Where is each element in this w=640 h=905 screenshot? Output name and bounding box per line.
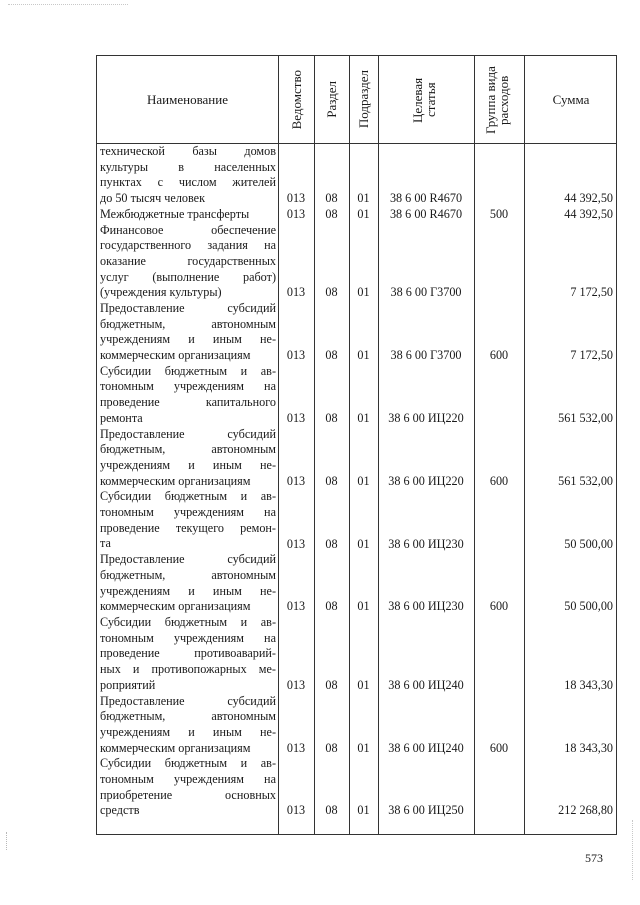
row-celevaya: 38 6 00 ИЦ250: [388, 803, 464, 818]
row-ved: 013: [286, 473, 306, 488]
table-row: [97, 427, 618, 490]
row-celevaya: 38 6 00 R4670: [389, 206, 463, 221]
row-ved: 013: [286, 206, 306, 221]
row-name-line: технической базы домов: [100, 144, 276, 158]
row-summa: 561 532,00: [558, 410, 613, 425]
row-name-line: Предоставление субсидий: [100, 552, 276, 567]
row-name-line: Предоставление субсидий: [100, 301, 276, 315]
row-gruppa: [474, 285, 524, 301]
row-name-line: Предоставление субсидий: [100, 693, 276, 708]
row-name-line: Предоставление субсидий: [100, 426, 276, 441]
row-razdel: 08: [325, 473, 338, 488]
row-razdel: 08: [325, 191, 338, 206]
row-name-line: Субсидии бюджетным и ав-: [100, 615, 276, 629]
table-row: [97, 364, 618, 427]
row-name: [100, 694, 276, 757]
row-name-line: ремонта: [100, 410, 143, 425]
row-razdel: 08: [325, 599, 338, 614]
row-name: [100, 427, 276, 490]
table-row: [97, 756, 618, 819]
row-name-line: бюджетным, автономным: [100, 709, 276, 724]
page-number: 573: [585, 851, 603, 865]
row-gruppa: [474, 411, 524, 427]
row-gruppa: [474, 537, 524, 553]
row-name-line: коммерческим организациям: [100, 599, 251, 614]
header-celevaya: [378, 56, 474, 143]
header-summa: [524, 56, 618, 143]
row-summa: 50 500,00: [564, 599, 613, 614]
row-summa: 18 343,30: [564, 740, 613, 755]
table-row: [97, 207, 618, 223]
row-ved: 013: [286, 740, 306, 755]
row-name: [100, 615, 276, 693]
row-gruppa: 600: [489, 599, 509, 614]
row-summa: 561 532,00: [558, 473, 613, 488]
row-name-line: проведение капитального: [100, 395, 276, 410]
row-summa: 44 392,50: [564, 206, 613, 221]
scan-artifact-top: [8, 4, 128, 6]
header-podrazdel: [349, 56, 378, 143]
header-name-label: Наименование: [147, 91, 228, 107]
row-summa: 18 343,30: [564, 677, 613, 692]
row-razdel: 08: [325, 410, 338, 425]
row-podrazdel: 01: [357, 410, 370, 425]
row-name-line: тономным учреждениям на: [100, 771, 276, 786]
row-name-line: средств: [100, 803, 140, 818]
row-summa: 50 500,00: [564, 536, 613, 551]
header-summa-label: Сумма: [552, 91, 590, 107]
row-name-line: учреждениям и иным не-: [100, 332, 276, 347]
row-celevaya: 38 6 00 ИЦ220: [388, 473, 464, 488]
row-gruppa: [474, 678, 524, 694]
row-podrazdel: 01: [357, 473, 370, 488]
row-celevaya: 38 6 00 Г3700: [390, 285, 462, 300]
row-name-line: оказание государственных: [100, 253, 276, 268]
row-name-line: Субсидии бюджетным и ав-: [100, 489, 276, 504]
header-ved-label: Ведомство: [288, 69, 304, 130]
header-gruppa: [474, 56, 524, 143]
row-ved: 013: [286, 191, 306, 206]
row-podrazdel: 01: [357, 285, 370, 300]
row-razdel: 08: [325, 206, 338, 221]
row-ved: 013: [286, 536, 306, 551]
row-podrazdel: 01: [357, 191, 370, 206]
table-row: [97, 144, 618, 207]
row-name-line: учреждениям и иным не-: [100, 457, 276, 472]
row-celevaya: 38 6 00 ИЦ220: [388, 410, 464, 425]
row-gruppa: 600: [489, 740, 509, 755]
row-name-line: тономным учреждениям на: [100, 379, 276, 394]
row-razdel: 08: [325, 740, 338, 755]
table-row: [97, 301, 618, 364]
header-podrazdel-label: Подраздел: [356, 70, 371, 129]
row-name: [100, 223, 276, 301]
row-summa: 7 172,50: [570, 348, 613, 363]
row-podrazdel: 01: [357, 740, 370, 755]
row-name: [100, 489, 276, 552]
scan-artifact-right: [632, 820, 634, 880]
row-podrazdel: 01: [357, 536, 370, 551]
header-gruppa-label: Группа вида расходов: [483, 65, 511, 134]
row-name-line: проведение текущего ремон-: [100, 520, 276, 535]
row-name-line: бюджетным, автономным: [100, 442, 276, 457]
row-celevaya: 38 6 00 R4670: [389, 191, 463, 206]
row-name-line: коммерческим организациям: [100, 348, 251, 363]
table-row: [97, 489, 618, 552]
row-podrazdel: 01: [357, 206, 370, 221]
row-razdel: 08: [325, 285, 338, 300]
row-celevaya: 38 6 00 Г3700: [390, 348, 462, 363]
row-name: [100, 301, 276, 364]
row-summa: 7 172,50: [570, 285, 613, 300]
row-razdel: 08: [325, 348, 338, 363]
row-razdel: 08: [325, 677, 338, 692]
row-ved: 013: [286, 803, 306, 818]
row-podrazdel: 01: [357, 677, 370, 692]
row-podrazdel: 01: [357, 348, 370, 363]
row-name: [100, 144, 276, 207]
row-celevaya: 38 6 00 ИЦ230: [388, 599, 464, 614]
table-row: [97, 615, 618, 694]
row-name: [100, 756, 276, 819]
header-celevaya-label: Целевая статья: [410, 76, 438, 123]
row-name-line: Финансовое обеспечение: [100, 222, 276, 237]
row-name-line: Межбюджетные трансферты: [100, 206, 250, 221]
row-ved: 013: [286, 599, 306, 614]
row-celevaya: 38 6 00 ИЦ240: [388, 677, 464, 692]
row-name-line: та: [100, 536, 111, 551]
row-gruppa: [474, 803, 524, 819]
header-razdel: [314, 56, 349, 143]
row-razdel: 08: [325, 803, 338, 818]
row-celevaya: 38 6 00 ИЦ230: [388, 536, 464, 551]
row-name-line: Субсидии бюджетным и ав-: [100, 363, 276, 378]
row-name-line: культуры в населенных: [100, 159, 276, 174]
table-row: [97, 552, 618, 615]
row-name: [100, 364, 276, 427]
row-razdel: 08: [325, 536, 338, 551]
row-name-line: учреждениям и иным не-: [100, 583, 276, 598]
row-podrazdel: 01: [357, 803, 370, 818]
header-ved: [278, 56, 314, 143]
row-name-line: бюджетным, автономным: [100, 567, 276, 582]
row-name-line: учреждениям и иным не-: [100, 724, 276, 739]
row-name: [100, 552, 276, 615]
table-row: [97, 223, 618, 302]
row-gruppa: 600: [489, 473, 509, 488]
row-name-line: приобретение основных: [100, 787, 276, 802]
row-name-line: проведение противоаварий-: [100, 646, 276, 661]
row-name-line: бюджетным, автономным: [100, 316, 276, 331]
row-name-line: ных и противопожарных ме-: [100, 662, 276, 677]
row-name-line: до 50 тысяч человек: [100, 191, 206, 206]
header-razdel-label: Раздел: [324, 81, 339, 118]
row-name-line: Субсидии бюджетным и ав-: [100, 756, 276, 771]
row-name-line: пунктах с числом жителей: [100, 175, 276, 190]
row-name-line: роприятий: [100, 677, 156, 692]
row-gruppa: 500: [489, 206, 509, 221]
budget-table: [96, 55, 617, 835]
row-name-line: тономным учреждениям на: [100, 505, 276, 520]
row-ved: 013: [286, 677, 306, 692]
row-celevaya: 38 6 00 ИЦ240: [388, 740, 464, 755]
row-summa: 212 268,80: [558, 803, 613, 818]
row-summa: 44 392,50: [564, 191, 613, 206]
row-name-line: (учреждения культуры): [100, 285, 222, 300]
row-name-line: государственного задания на: [100, 238, 276, 253]
row-ved: 013: [286, 285, 306, 300]
row-name: [100, 207, 276, 223]
row-name-line: услуг (выполнение работ): [100, 269, 276, 284]
row-podrazdel: 01: [357, 599, 370, 614]
table-row: [97, 694, 618, 757]
header-name: [97, 56, 278, 143]
scan-artifact-left: [6, 832, 8, 850]
row-gruppa: [474, 191, 524, 207]
row-name-line: тономным учреждениям на: [100, 630, 276, 645]
row-name-line: коммерческим организациям: [100, 740, 251, 755]
row-ved: 013: [286, 410, 306, 425]
row-ved: 013: [286, 348, 306, 363]
row-name-line: коммерческим организациям: [100, 473, 251, 488]
row-gruppa: 600: [489, 348, 509, 363]
